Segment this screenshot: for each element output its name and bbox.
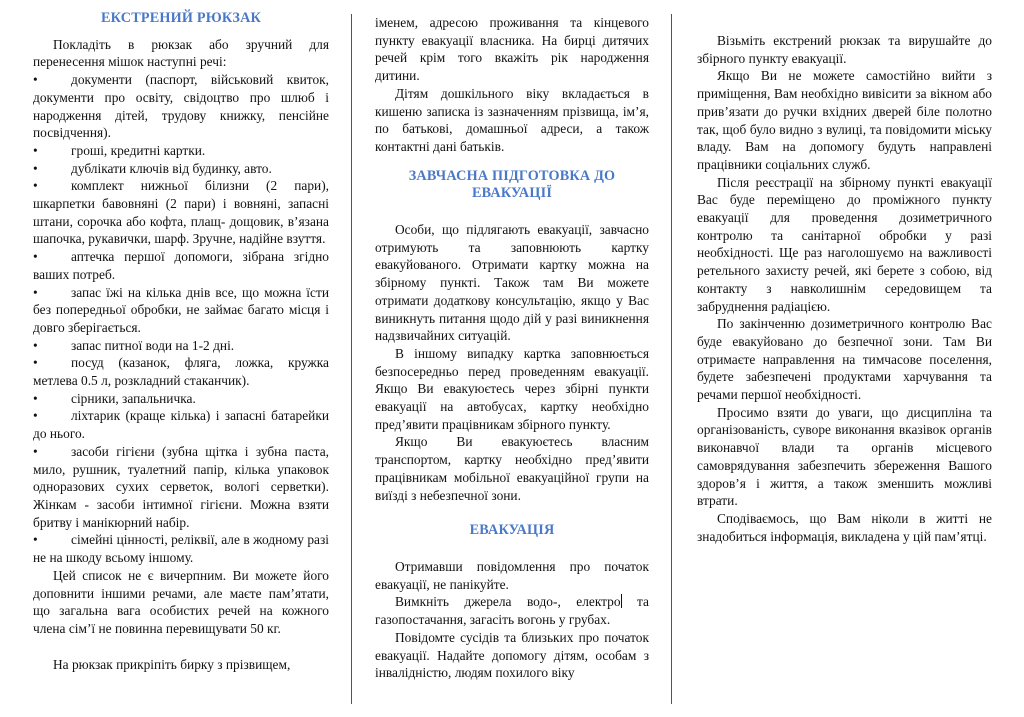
preschool-paragraph: Дітям дошкільного віку вкладається в кишеню записка із зазначенням прізвища, ім’я, по батькові, домашньої адреси, а також контактні дані батьків. <box>375 85 649 154</box>
list-item <box>33 354 329 389</box>
list-item <box>33 248 329 283</box>
bullet-icon: • <box>33 390 38 406</box>
column-divider-right <box>671 14 672 704</box>
column-2 <box>375 14 649 682</box>
list-item <box>33 160 329 178</box>
column-divider-left <box>351 14 352 704</box>
card-alt-paragraph: В іншому випадку картка заповнюється безпосередньо перед проведенням евакуації. Якщо Ви евакуюєтесь через збірні пункти евакуації на автобусах, картку необхідно пред’явити працівникам збірного пункту. <box>375 345 649 432</box>
card-paragraph: Особи, що підлягають евакуації, завчасно отримують та заповнюють картку евакуйованого. Отримати картку можна на збірному пункті. Також там Ви можете отримати додаткову консультацію, якщо у Вас виникнуть питання щодо дій у разі виникнення надзвичайних ситуацій. <box>375 222 649 344</box>
list-item <box>33 531 329 566</box>
bullet-icon: • <box>33 142 38 158</box>
take-backpack-paragraph: Візьміть екстрений рюкзак та вирушайте до збірного пункту евакуації. <box>697 33 992 66</box>
cannot-exit-paragraph: Якщо Ви не можете самостійно вийти з приміщення, Вам необхідно вивісити за вікном або прив’язати до ручки вхідних дверей біле полотно так, щоб було видно з вулиці, та повідомити міську владу. Вам на допомогу будуть направлені працівники соціальних служб. <box>697 68 992 172</box>
bullet-icon: • <box>33 160 38 176</box>
list-item-text: сімейні цінності, реліквії, але в жодному разі не на шкоду всьому іншому. <box>33 532 329 566</box>
list-item-text: дублікати ключів від будинку, авто. <box>71 160 272 176</box>
notice-paragraph: Отримавши повідомлення про початок евакуації, не панікуйте. <box>375 558 649 592</box>
bullet-icon: • <box>33 284 38 300</box>
heading-evacuation: ЕВАКУАЦІЯ <box>469 522 555 539</box>
list-item-text: комплект нижньої білизни (2 пари), шкарпетки бавовняні (2 пари) і вовняні, запасні штани, сорочка або кофта, плащ- дощовик, в’язана шапочка, рукавички, шарф. Зручне, надійне взуття. <box>33 178 329 247</box>
bullet-icon: • <box>33 532 38 548</box>
dosimetric-paragraph: По закінченню дозиметричного контролю Вас буде евакуйовано до безпечної зони. Там Ви отримаєте направлення на тимчасове поселення, будете забезпечені продуктами харчування та речами першої необхідності. <box>697 316 992 403</box>
intro-paragraph: Покладіть в рюкзак або зручний для перенесення мішок наступні речі: <box>33 36 329 70</box>
list-item-text: аптечка першої допомоги, зібрана згідно ваших потреб. <box>33 249 329 282</box>
utilities-text-end: та газопостачання, загасіть вогонь у грубах. <box>375 594 649 628</box>
list-item-text: запас їжі на кілька днів все, що можна їсти без попередньої обробки, не займає багато місця і довго зберігається. <box>33 284 329 335</box>
list-item-text: сірники, запальничка. <box>71 390 196 406</box>
column-3 <box>697 32 992 545</box>
list-item-text: ліхтарик (краще кілька) і запасні батарейки до нього. <box>33 408 329 442</box>
list-item <box>33 71 329 142</box>
bullet-icon: • <box>33 355 38 371</box>
bullet-icon: • <box>33 249 38 265</box>
discipline-paragraph: Просимо взяти до уваги, що дисципліна та організованість, суворе виконання вказівок органів виконавчої влади та органів місцевого самоврядування забезпечить збереження Вашого здоров’я і життя, а також зменшить можливі втрати. <box>697 404 992 509</box>
list-item <box>33 443 329 532</box>
bullet-icon: • <box>33 178 38 194</box>
own-transport-paragraph: Якщо Ви евакуюєтесь власним транспортом, картку необхідно пред’явити працівникам мобільної евакуаційної групи на виїзді з небезпечної зони. <box>375 434 649 503</box>
list-item <box>33 337 329 355</box>
list-item-text: запас питної води на 1-2 дні. <box>71 337 235 353</box>
bullet-icon: • <box>33 443 38 459</box>
heading-advance-preparation: ЗАВЧАСНА ПІДГОТОВКА ДО ЕВАКУАЦІЇ <box>408 167 616 202</box>
list-item-text: засоби гігієни (зубна щітка і зубна паста, мило, рушник, туалетний папір, кілька упаковок одноразових сухих серветок, вологі серветки). Жінкам - засоби інтимної гігієни. Можна взяти бритву і манікюрний набір. <box>33 443 329 530</box>
tag-paragraph: На рюкзак прикріпіть бирку з прізвищем, <box>53 656 291 672</box>
list-item <box>33 390 329 408</box>
list-item <box>33 407 329 442</box>
list-item-text: гроші, кредитні картки. <box>71 142 206 158</box>
list-item <box>33 142 329 160</box>
heading-emergency-backpack: ЕКСТРЕНИЙ РЮКЗАК <box>100 10 262 26</box>
list-item-text: документи (паспорт, військовий квиток, документи про освіту, свідоцтво про шлюб і народження дітей, трудову книжку, пенсійне посвідчення). <box>33 72 329 141</box>
tag-paragraph-continued: іменем, адресою проживання та кінцевого пункту евакуації власника. На бирці дитячих речей крім того вкажіть рік народження дитини. <box>375 15 649 84</box>
column-1 <box>33 10 329 673</box>
bullet-icon: • <box>33 408 38 424</box>
bullet-icon: • <box>33 72 38 88</box>
list-item <box>33 284 329 337</box>
list-item-text: посуд (казанок, фляга, ложка, кружка метлева 0.5 л, розкладний стаканчик). <box>33 355 329 389</box>
list-item <box>33 177 329 248</box>
utilities-paragraph <box>375 593 649 628</box>
bullet-icon: • <box>33 337 38 353</box>
closing-paragraph: Сподіваємось, що Вам ніколи в житті не знадобиться інформація, викладена у цій пам’ятці. <box>697 510 992 544</box>
neighbors-paragraph: Повідомте сусідів та близьких про початок евакуації. Надайте допомогу дітям, особам з інвалідністю, людям похилого віку <box>375 629 649 681</box>
note-paragraph: Цей список не є вичерпним. Ви можете його доповнити іншими речами, але маєте пам’ятати, що загальна вага особистих речей на кожного члена сім’ї не повинна перевищувати 50 кг. <box>33 567 329 636</box>
registration-paragraph: Після реєстрації на збірному пункті евакуації Вас буде переміщено до проміжного пункту евакуації для проведення дозиметричного контролю та санітарної обробки у разі необхідності. Ще раз наголошуємо на важливості ретельного захисту речей, які берете з собою, від контакту з навколишнім середовищем та забруднення радіацією. <box>697 174 992 314</box>
utilities-text-start: Вимкніть джерела водо-, електро <box>395 594 621 610</box>
